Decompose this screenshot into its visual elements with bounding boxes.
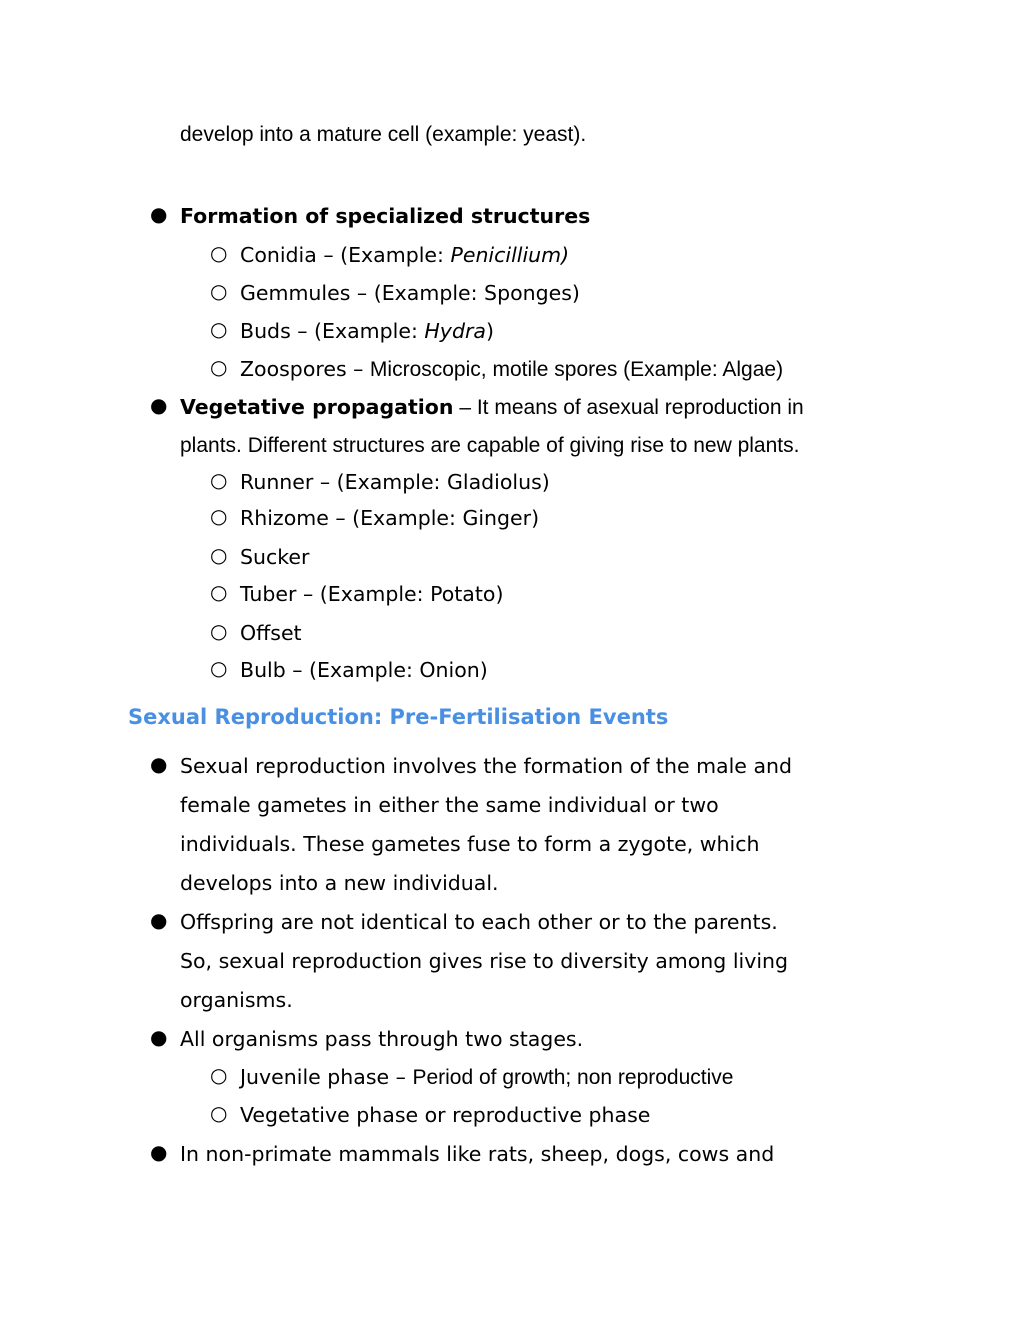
sub-bullet-icon: ○ <box>210 619 228 643</box>
text-line <box>180 909 778 935</box>
text-line <box>240 505 539 531</box>
bold-text: Vegetative propagation <box>180 395 454 419</box>
bullet-icon: ● <box>150 752 168 776</box>
text-segment: Tuber – (Example: Potato) <box>240 582 504 606</box>
text-segment: All organisms pass through two stages. <box>180 1027 584 1051</box>
text-line <box>180 1141 774 1167</box>
text-line <box>240 544 309 570</box>
sub-bullet-icon: ○ <box>210 504 228 528</box>
text-line <box>180 203 590 229</box>
sub-bullet-icon: ○ <box>210 279 228 303</box>
text-line <box>180 121 586 148</box>
text-line <box>240 280 580 306</box>
bold-text: Formation of specialized structures <box>180 204 591 228</box>
text-line <box>180 792 719 818</box>
bullet-icon: ● <box>150 908 168 932</box>
text-line <box>180 753 792 779</box>
text-segment: Period of growth; non reproductive <box>412 1066 734 1089</box>
sub-bullet-icon: ○ <box>210 468 228 492</box>
text-segment: Conidia – (Example: <box>240 243 451 267</box>
text-segment: Runner – (Example: Gladiolus) <box>240 470 550 494</box>
text-segment: female gametes in either the same individual or two <box>180 793 719 817</box>
sub-bullet-icon: ○ <box>210 1063 228 1087</box>
text-segment: In non-primate mammals like rats, sheep, dogs, cows and <box>180 1142 775 1166</box>
sub-bullet-icon: ○ <box>210 1101 228 1125</box>
text-segment: develop into a mature cell (example: yeast). <box>180 123 587 146</box>
text-line <box>240 1064 733 1091</box>
sub-bullet-icon: ○ <box>210 543 228 567</box>
text-line <box>240 1102 650 1128</box>
text-segment: Buds – (Example: <box>240 319 425 343</box>
text-segment: Bulb – (Example: Onion) <box>240 658 488 682</box>
bullet-icon: ● <box>150 202 168 226</box>
text-segment: So, sexual reproduction gives rise to diversity among living <box>180 949 789 973</box>
text-line <box>180 870 499 896</box>
sub-bullet-icon: ○ <box>210 241 228 265</box>
sub-bullet-icon: ○ <box>210 656 228 680</box>
text-segment: develops into a new individual. <box>180 871 499 895</box>
text-segment: Juvenile phase – <box>240 1065 413 1089</box>
text-segment: organisms. <box>180 988 293 1012</box>
text-line <box>180 831 760 857</box>
text-segment: ) <box>485 319 494 343</box>
text-line <box>240 581 503 607</box>
text-segment: Zoospores – <box>240 357 370 381</box>
text-segment: Offset <box>240 621 302 645</box>
italic-text: Penicillium) <box>450 243 570 267</box>
text-line <box>240 356 783 383</box>
text-segment: plants. Different structures are capable of giving rise to new plants. <box>180 434 800 457</box>
text-line <box>240 318 494 344</box>
text-segment: Sucker <box>240 545 310 569</box>
text-segment: Sexual Reproduction: Pre-Fertilisation Events <box>128 705 669 729</box>
text-segment: Vegetative phase or reproductive phase <box>240 1103 651 1127</box>
text-line <box>240 620 302 646</box>
italic-text: Hydra <box>424 319 486 343</box>
text-segment: Gemmules – (Example: Sponges) <box>240 281 580 305</box>
sub-bullet-icon: ○ <box>210 580 228 604</box>
bullet-icon: ● <box>150 1025 168 1049</box>
text-segment: – It means of asexual reproduction in <box>453 396 804 419</box>
text-line <box>240 242 569 268</box>
text-segment: individuals. These gametes fuse to form a zygote, which <box>180 832 760 856</box>
text-segment: Sexual reproduction involves the formation of the male and <box>180 754 793 778</box>
sub-bullet-icon: ○ <box>210 355 228 379</box>
text-line <box>240 469 550 495</box>
text-line <box>180 987 293 1013</box>
section-heading <box>128 704 668 730</box>
text-line <box>180 394 804 421</box>
text-segment: Rhizome – (Example: Ginger) <box>240 506 540 530</box>
text-line <box>180 948 788 974</box>
text-line <box>180 432 799 459</box>
text-line <box>180 1026 583 1052</box>
text-segment: Offspring are not identical to each other or to the parents. <box>180 910 778 934</box>
text-segment: Microscopic, motile spores (Example: Algae) <box>369 358 784 381</box>
sub-bullet-icon: ○ <box>210 317 228 341</box>
bullet-icon: ● <box>150 393 168 417</box>
bullet-icon: ● <box>150 1140 168 1164</box>
text-line <box>240 657 488 683</box>
